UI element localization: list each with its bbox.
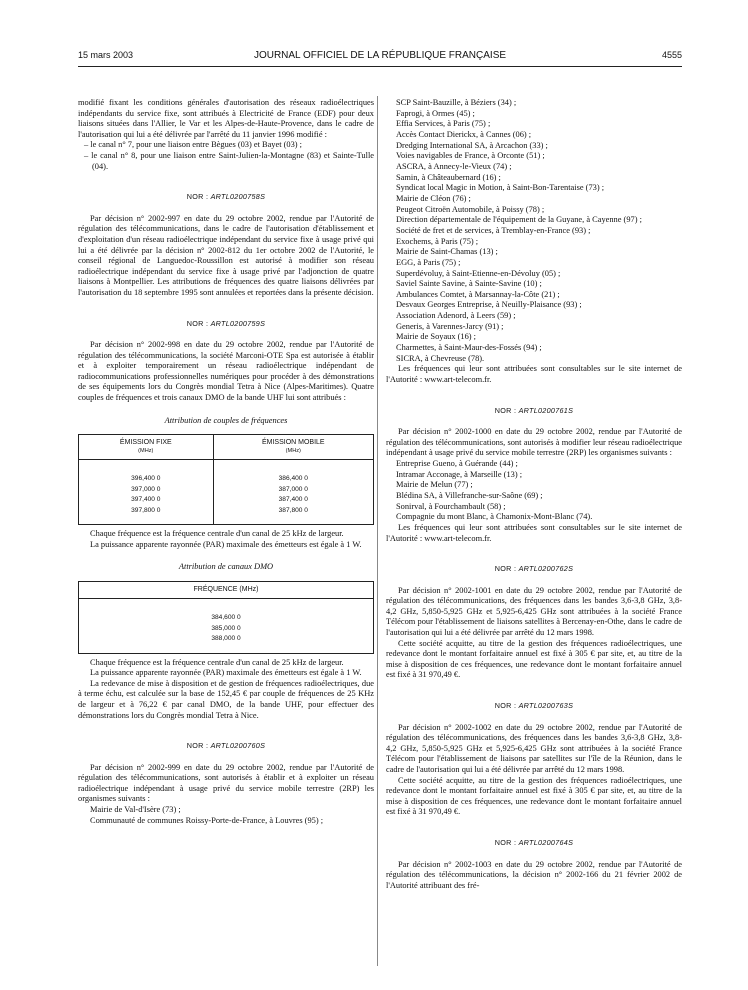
organisation-item: Generis, à Varennes-Jarcy (91) ; xyxy=(396,321,504,331)
nor-reference: ARTL0200759S xyxy=(210,318,266,328)
page-number: 4555 xyxy=(661,50,682,60)
organisation-item: Compagnie du mont Blanc, à Chamonix-Mont-Blanc (74). xyxy=(396,512,593,522)
right-column xyxy=(386,98,682,891)
decision-paragraph: Par décision n° 2002-1001 en date du 29 octobre 2002, rendue par l'Autorité de régulation des télécommunications, des fréquences dans les bandes 3,6-3,8 GHz, 3,8-4,2 GHz, 5,850-5,925 GHz et 5,925-6,425 GHz sont attribuées à la société France Télécom pour l'établissement de liaisons satellites à Bercenay-en-Othe, dans le cadre de l'autorisation qui lui a été délivrée par arrêté du 12 mars 1998. xyxy=(386,585,682,638)
frequency-note: Chaque fréquence est la fréquence centrale d'un canal de 25 kHz de largeur. xyxy=(90,529,344,539)
page-header xyxy=(78,50,682,64)
table-row xyxy=(79,485,374,496)
nor-heading: NOR : ARTL0200760S xyxy=(186,741,266,751)
organisation-item: Entreprise Gueno, à Guérande (44) ; xyxy=(396,458,518,468)
table-row xyxy=(79,460,374,485)
nor-reference: ARTL0200758S xyxy=(210,192,266,202)
column-header: ÉMISSION FIXE (MHz) xyxy=(79,435,214,460)
organisation-item: Ambulances Comtet, à Marsannay-la-Côte (21) ; xyxy=(396,289,560,299)
nor-reference: ARTL0200763S xyxy=(518,701,574,711)
organisation-item: Mairie de Val-d'Isère (73) ; xyxy=(90,805,181,815)
column-header: ÉMISSION MOBILE (MHz) xyxy=(213,435,373,460)
journal-title: JOURNAL OFFICIEL DE LA RÉPUBLIQUE FRANÇAISE xyxy=(253,50,507,61)
organisation-item: Direction départementale de l'équipement de la Guyane, à Cayenne (97) ; xyxy=(396,215,642,225)
organisation-item: Effia Services, à Paris (75) ; xyxy=(396,119,491,129)
decision-paragraph: Par décision n° 2002-997 en date du 29 octobre 2002, rendue par l'Autorité de régulation des télécommunications, dans le cadre de l'autorisation d'établissement et d'exploitation d'un réseau radioélectrique indépendant du service fixe à usage privé qui lui a été délivrée par la décision n° 2002-812 du 1er octobre 2002 de l'Autorité, le conseil régional de Languedoc-Roussillon est autorisé à modifier son réseau radioélectrique indépendant du service fixe à usage privé par l'adjonction de quatre liaisons à Montpellier. Les attributions de fréquences des quatre liaisons délivrées par l'autorisation du 18 septembre 1995 sont annulées et reportées dans la présente décision. xyxy=(78,213,374,297)
table-cell: 397,400 0 xyxy=(79,495,214,506)
table-cell: 387,400 0 xyxy=(213,495,373,506)
organisation-item: Peugeot Citroën Automobile, à Poissy (78) ; xyxy=(396,204,545,214)
organisation-item: Charmettes, à Saint-Maur-des-Fossés (94) ; xyxy=(396,343,542,353)
organisation-item: Communauté de communes Roissy-Porte-de-France, à Louvres (95) ; xyxy=(90,815,324,825)
nor-heading: NOR : ARTL0200761S xyxy=(494,405,574,415)
organisation-item: Accès Contact Dierickx, à Cannes (06) ; xyxy=(396,129,532,139)
table-row xyxy=(79,495,374,506)
column-divider xyxy=(377,96,378,966)
table-caption: Attribution de couples de fréquences xyxy=(164,415,288,425)
nor-heading: NOR : ARTL0200759S xyxy=(186,318,266,328)
nor-reference: ARTL0200764S xyxy=(518,837,574,847)
table-cell: 396,400 0 xyxy=(79,460,214,485)
organisation-item: SICRA, à Chevreuse (78). xyxy=(396,353,485,363)
organisation-item: Samin, à Châteaubernard (16) ; xyxy=(396,172,501,182)
website-note: Les fréquences qui leur sont attribuées sont consultables sur le site internet de l'Autorité : www.art-telecom.fr. xyxy=(386,522,682,543)
left-column xyxy=(78,98,374,826)
organisation-item: Desvaux Georges Entreprise, à Neuilly-Plaisance (93) ; xyxy=(396,300,582,310)
nor-heading: NOR : ARTL0200758S xyxy=(186,192,266,202)
organisation-item: Faprogi, à Ormes (45) ; xyxy=(396,108,475,118)
organisation-item: Mairie de Cléon (76) ; xyxy=(396,193,471,203)
power-note: La puissance apparente rayonnée (PAR) maximale des émetteurs est égale à 1 W. xyxy=(90,539,362,549)
organisation-item: Mairie de Saint-Chamas (13) ; xyxy=(396,247,498,257)
table-cell: 384,600 0 xyxy=(79,599,374,624)
nor-heading: NOR : ARTL0200764S xyxy=(494,837,574,847)
organisation-item: Syndicat local Magic in Motion, à Saint-Bon-Tarentaise (73) ; xyxy=(396,183,605,193)
table-cell: 388,000 0 xyxy=(79,634,374,653)
decision-paragraph: Par décision n° 2002-1002 en date du 29 octobre 2002, rendue par l'Autorité de régulation des télécommunications, des fréquences dans les bandes 3,6-3,8 GHz, 3,8-4,2 GHz, 5,850-5,925 GHz et 5,925-6,425 GHz sont attribuées à la société France Télécom pour l'établissement de liaisons par satellites sur l'île de la Réunion, dans le cadre de l'autorisation qui lui a été délivrée par arrêté du 12 mars 1998. xyxy=(386,722,682,774)
table-cell: 386,400 0 xyxy=(213,460,373,485)
organisation-item: Sonirval, à Fourchambault (58) ; xyxy=(396,501,506,511)
table-row xyxy=(79,506,374,525)
website-note: Les fréquences qui leur sont attribuées sont consultables sur le site internet de l'Autorité : www.art-telecom.fr. xyxy=(386,364,682,384)
table-cell: 387,000 0 xyxy=(213,485,373,496)
organisation-list xyxy=(386,459,682,523)
nor-heading: NOR : ARTL0200762S xyxy=(494,564,574,574)
fee-paragraph: Cette société acquitte, au titre de la gestion des fréquences radioélectriques, une redevance dont le montant forfaitaire annuel est fixé à 305 € par site, et, au titre de la mise à disposition de ces fréquences, une redevance dont le montant forfaitaire annuel est fixé à 31 970,49 €. xyxy=(386,775,682,817)
table-caption: Attribution de canaux DMO xyxy=(178,562,274,572)
decision-paragraph: Par décision n° 2002-1000 en date du 29 octobre 2002, rendue par l'Autorité de régulation des télécommunications, sont autorisés à modifier leur réseau radioélectrique indépendant à usage privé du service mobile terrestre (2RP) les organismes suivants : xyxy=(386,427,682,458)
fee-paragraph: La redevance de mise à disposition et de gestion de fréquences radioélectriques, due à terme échu, est calculée sur la base de 152,45 € par couple de fréquences de 25 KHz de largeur et à 76,22 € par canal DMO, de la bande UHF, pour effectuer des démonstrations lors du Congrès mondial Tetra à Nice. xyxy=(78,678,374,720)
organisation-item: Superdévoluy, à Saint-Etienne-en-Dévoluy (05) ; xyxy=(396,268,561,278)
organisation-item: ASCRA, à Annecy-le-Vieux (74) ; xyxy=(396,161,512,171)
organisation-item: Exochems, à Paris (75) ; xyxy=(396,236,479,246)
organisation-item: Association Adenord, à Leers (59) ; xyxy=(396,311,516,321)
table-cell: 397,800 0 xyxy=(79,506,214,525)
organisation-item: Mairie de Melun (77) ; xyxy=(396,480,473,490)
column-header: FRÉQUENCE (MHz) xyxy=(79,582,374,599)
table-cell: 387,800 0 xyxy=(213,506,373,525)
organisation-item: EGG, à Paris (75) ; xyxy=(396,257,461,267)
organisation-item: Blédina SA, à Villefranche-sur-Saône (69) ; xyxy=(396,490,543,500)
table-row xyxy=(79,634,374,653)
organisation-item: SCP Saint-Bauzille, à Béziers (34) ; xyxy=(396,98,517,107)
organisation-item: Dredging International SA, à Arcachon (33) ; xyxy=(396,140,548,150)
header-rule xyxy=(78,66,682,67)
organisation-item: Saviel Sainte Savine, à Sainte-Savine (10) ; xyxy=(396,279,542,289)
fee-paragraph: Cette société acquitte, au titre de la gestion des fréquences radioélectriques, une redevance dont le montant forfaitaire annuel est fixé à 305 € par site, et, au titre de la mise à disposition de ces fréquences, une redevance dont le montant forfaitaire annuel est fixé à 31 970,49 €. xyxy=(386,638,682,680)
organisation-item: Intramar Acconage, à Marseille (13) ; xyxy=(396,469,523,479)
frequency-note: Chaque fréquence est la fréquence centrale d'un canal de 25 kHz de largeur. xyxy=(90,657,344,667)
nor-reference: ARTL0200761S xyxy=(518,405,574,415)
table-cell: 397,000 0 xyxy=(79,485,214,496)
power-note: La puissance apparente rayonnée (PAR) maximale des émetteurs est égale à 1 W. xyxy=(90,668,362,678)
organisation-item: Voies navigables de France, à Orconte (51) ; xyxy=(396,151,545,161)
decision-paragraph: Par décision n° 2002-1003 en date du 29 octobre 2002, rendue par l'Autorité de régulation des télécommunications, la décision n° 2002-166 du 21 février 2002 de l'Autorité attribuant des fré- xyxy=(386,859,682,890)
organisation-list xyxy=(386,98,682,364)
decision-paragraph: Par décision n° 2002-998 en date du 29 octobre 2002, rendue par l'Autorité de régulation des télécommunications, la société Marconi-OTE Spa est autorisée à établir et à exploiter temporairement un réseau radioélectrique indépendant de radiocommunications professionnelles numériques pour procéder à des démonstrations de ses équipements lors du Congrès mondial Tetra à Nice (Alpes-Maritimes). Quatre couples de fréquences et trois canaux DMO de la bande UHF lui sont attribués : xyxy=(78,340,374,403)
canal-8-item: – le canal n° 8, pour une liaison entre Saint-Julien-la-Montagne (83) et Sainte-Tulle (04). xyxy=(84,150,374,171)
nor-reference: ARTL0200762S xyxy=(518,564,574,574)
canal-7-item: – le canal n° 7, pour une liaison entre Bègues (03) et Bayet (03) ; xyxy=(84,140,303,150)
frequency-pairs-table xyxy=(78,434,374,525)
nor-heading: NOR : ARTL0200763S xyxy=(494,701,574,711)
dmo-channels-table xyxy=(78,581,374,654)
nor-reference: ARTL0200760S xyxy=(210,741,266,751)
table-cell: 385,000 0 xyxy=(79,624,374,635)
intro-paragraph: modifié fixant les conditions générales d'autorisation des réseaux radioélectriques indépendants du service fixe, sont attribués à Electricité de France (EDF) pour deux liaisons situées dans l'Allier, le Var et les Alpes-de-Haute-Provence, dans le cadre de l'autorisation qui lui a été délivrée par l'arrêté du 11 janvier 1996 modifié : xyxy=(78,98,374,139)
decision-paragraph: Par décision n° 2002-999 en date du 29 octobre 2002, rendue par l'Autorité de régulation des télécommunications, sont autorisés à établir et à exploiter un réseau radioélectrique indépendant à usage privé du service mobile terrestre (2RP) les organismes suivants : xyxy=(78,762,374,804)
issue-date: 15 mars 2003 xyxy=(78,50,134,60)
table-row xyxy=(79,624,374,635)
organisation-item: Mairie de Soyaux (16) ; xyxy=(396,332,477,342)
table-row xyxy=(79,599,374,624)
organisation-item: Société de fret et de services, à Tremblay-en-France (93) ; xyxy=(396,225,591,235)
